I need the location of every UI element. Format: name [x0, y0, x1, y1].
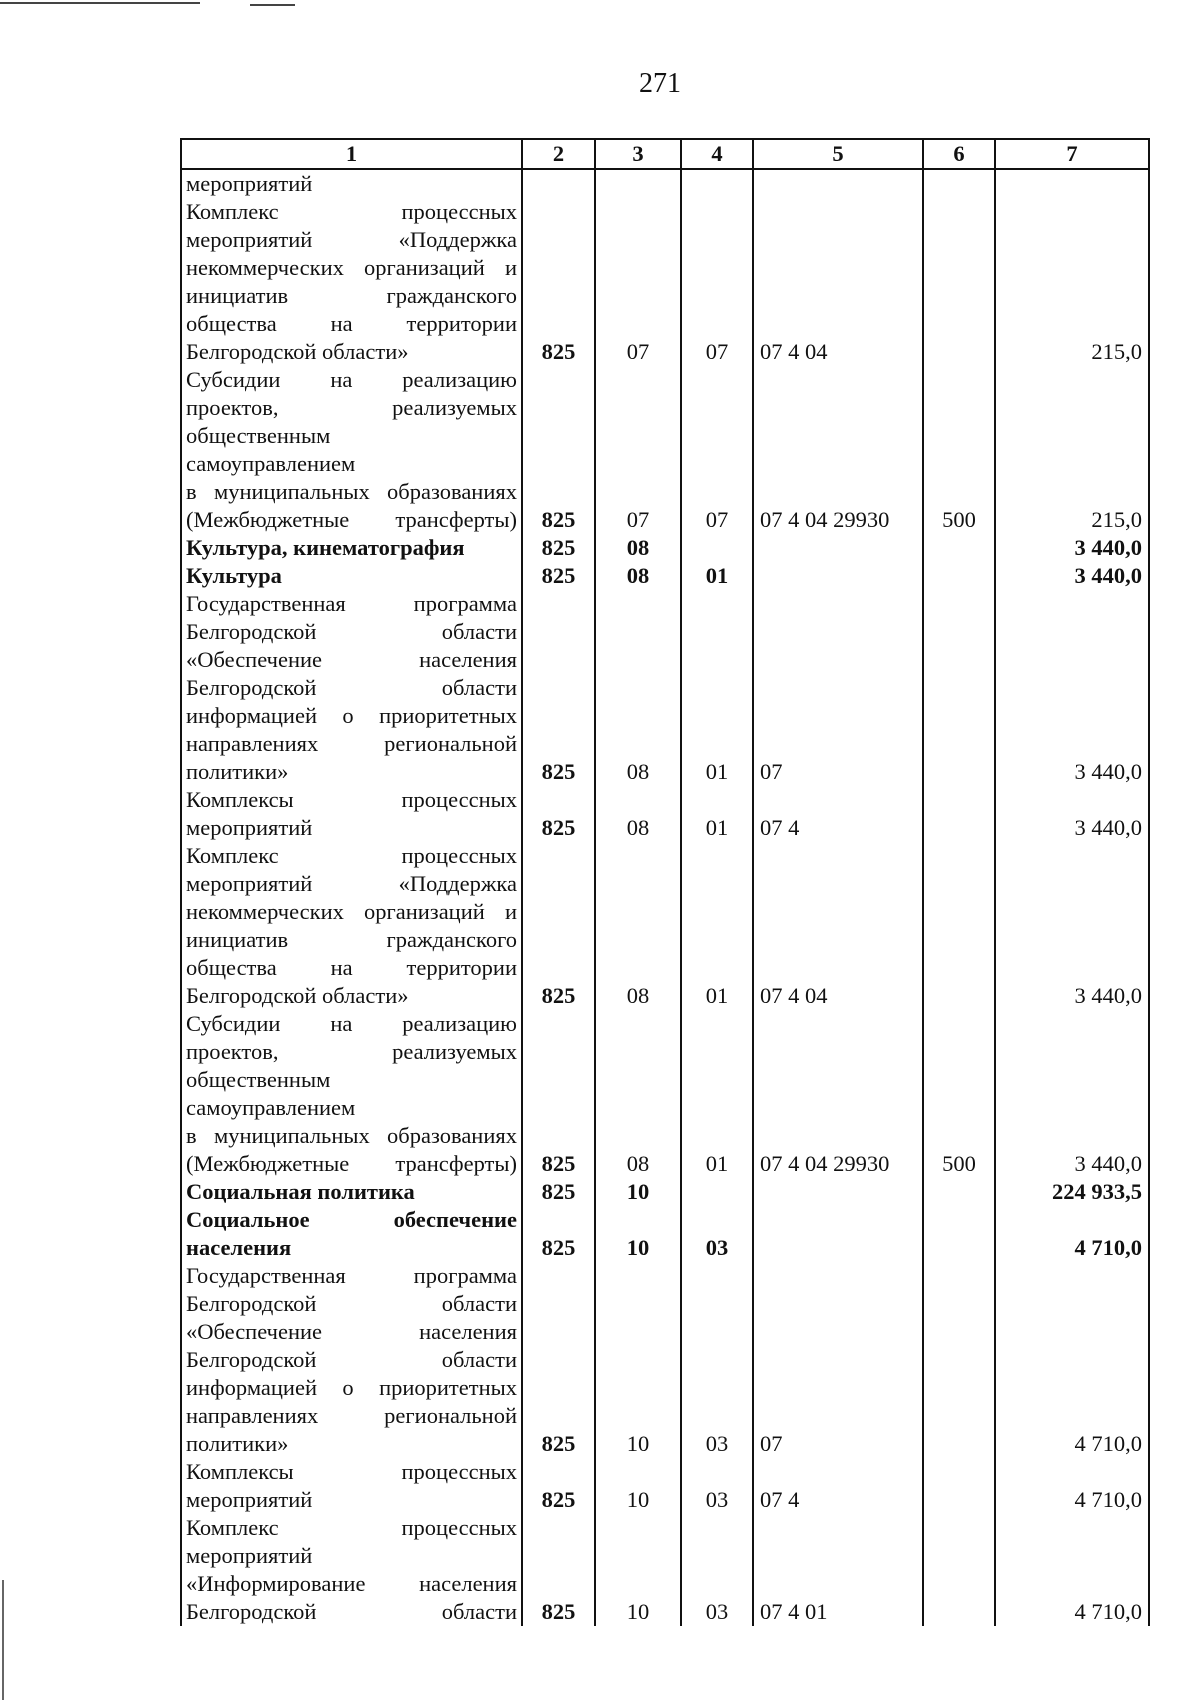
description-line: в муниципальных образованиях	[186, 479, 517, 504]
col-target-article: 07 4 04	[753, 198, 923, 366]
col-subsection-code: 03	[681, 1458, 753, 1514]
column-header: 2	[522, 139, 595, 169]
col-subsection-code: 03	[681, 1206, 753, 1262]
description-line: мероприятий	[186, 1543, 313, 1568]
col-section-code: 07	[595, 198, 681, 366]
table-row	[181, 842, 1149, 1010]
col-subsection-code: 03	[681, 1514, 753, 1626]
description-line: Белгородской области	[186, 675, 517, 700]
col-subsection-code: 03	[681, 1262, 753, 1458]
col-section-code: 10	[595, 1178, 681, 1206]
table-row	[181, 169, 1149, 198]
col-target-article: 07	[753, 1262, 923, 1458]
row-description	[181, 1262, 522, 1458]
col-expense-type	[923, 1178, 995, 1206]
col-section-code: 08	[595, 842, 681, 1010]
description-line: информацией о приоритетных	[186, 1375, 517, 1400]
col-amount: 215,0	[995, 366, 1149, 534]
row-description	[181, 1178, 522, 1206]
description-line: Комплекс процессных	[186, 843, 517, 868]
row-description	[181, 562, 522, 590]
row-description	[181, 786, 522, 842]
col-expense-type	[923, 1262, 995, 1458]
col-amount: 3 440,0	[995, 562, 1149, 590]
col-section-code: 08	[595, 590, 681, 786]
col-target-article: 07 4 04	[753, 842, 923, 1010]
description-line: «Обеспечение населения	[186, 647, 517, 672]
col-ministry-code: 825	[522, 198, 595, 366]
description-line: общества на территории	[186, 955, 517, 980]
row-description	[181, 590, 522, 786]
column-header: 5	[753, 139, 923, 169]
description-line: Белгородской области»	[186, 339, 409, 364]
row-description	[181, 366, 522, 534]
col-section-code: 08	[595, 786, 681, 842]
description-line: Белгородской области	[186, 1291, 517, 1316]
col-ministry-code: 825	[522, 1206, 595, 1262]
col-expense-type	[923, 842, 995, 1010]
description-line: мероприятий	[186, 171, 313, 196]
description-line: «Обеспечение населения	[186, 1319, 517, 1344]
col-ministry-code: 825	[522, 562, 595, 590]
col-section-code: 10	[595, 1514, 681, 1626]
col-expense-type	[923, 1514, 995, 1626]
description-line: политики»	[186, 759, 289, 784]
row-description	[181, 198, 522, 366]
col-section-code: 07	[595, 366, 681, 534]
col-expense-type	[923, 786, 995, 842]
col-target-article	[753, 169, 923, 198]
description-line: населения	[186, 1235, 292, 1260]
table-row	[181, 1514, 1149, 1626]
description-line: Субсидии на реализацию	[186, 1011, 517, 1036]
description-line: мероприятий	[186, 815, 313, 840]
column-header: 3	[595, 139, 681, 169]
table-row	[181, 1206, 1149, 1262]
col-section-code: 08	[595, 562, 681, 590]
col-section-code	[595, 169, 681, 198]
row-description	[181, 1514, 522, 1626]
description-line: Белгородской области	[186, 1599, 517, 1624]
column-header: 4	[681, 139, 753, 169]
col-amount: 4 710,0	[995, 1206, 1149, 1262]
col-amount: 4 710,0	[995, 1458, 1149, 1514]
col-ministry-code: 825	[522, 842, 595, 1010]
col-subsection-code	[681, 1178, 753, 1206]
table-row	[181, 590, 1149, 786]
description-line: информацией о приоритетных	[186, 703, 517, 728]
col-expense-type	[923, 1206, 995, 1262]
col-ministry-code: 825	[522, 1262, 595, 1458]
description-line: Государственная программа	[186, 1263, 517, 1288]
col-amount: 4 710,0	[995, 1262, 1149, 1458]
col-target-article	[753, 562, 923, 590]
description-line: инициатив гражданского	[186, 283, 517, 308]
scan-artifact-line	[250, 4, 295, 6]
description-line: (Межбюджетные трансферты)	[186, 1151, 517, 1176]
col-ministry-code: 825	[522, 1010, 595, 1178]
col-target-article: 07 4 01	[753, 1514, 923, 1626]
col-subsection-code	[681, 534, 753, 562]
row-description	[181, 1010, 522, 1178]
col-subsection-code: 07	[681, 366, 753, 534]
description-line: Белгородской области	[186, 619, 517, 644]
table-row	[181, 1458, 1149, 1514]
col-target-article	[753, 1178, 923, 1206]
scan-artifact-edge	[2, 1580, 4, 1700]
description-line: Культура, кинематография	[186, 535, 465, 560]
description-line: политики»	[186, 1431, 289, 1456]
budget-table	[180, 138, 1150, 1626]
col-amount: 3 440,0	[995, 842, 1149, 1010]
description-line: Социальная политика	[186, 1179, 415, 1204]
row-description	[181, 1458, 522, 1514]
col-expense-type: 500	[923, 366, 995, 534]
col-subsection-code: 07	[681, 198, 753, 366]
col-section-code: 10	[595, 1262, 681, 1458]
table-row	[181, 366, 1149, 534]
description-line: проектов, реализуемых	[186, 1039, 517, 1064]
description-line: направлениях региональной	[186, 731, 517, 756]
page-number: 271	[639, 68, 681, 99]
description-line: Культура	[186, 563, 282, 588]
col-amount: 3 440,0	[995, 1010, 1149, 1178]
table-row	[181, 1262, 1149, 1458]
col-section-code: 10	[595, 1458, 681, 1514]
col-expense-type	[923, 562, 995, 590]
col-expense-type	[923, 198, 995, 366]
description-line: некоммерческих организаций и	[186, 255, 517, 280]
description-line: направлениях региональной	[186, 1403, 517, 1428]
col-subsection-code: 01	[681, 590, 753, 786]
col-ministry-code: 825	[522, 1178, 595, 1206]
col-amount: 3 440,0	[995, 786, 1149, 842]
column-header: 1	[181, 139, 522, 169]
description-line: Социальное обеспечение	[186, 1207, 517, 1232]
description-line: мероприятий «Поддержка	[186, 871, 517, 896]
col-ministry-code: 825	[522, 786, 595, 842]
col-ministry-code: 825	[522, 1514, 595, 1626]
col-amount: 3 440,0	[995, 534, 1149, 562]
col-amount: 224 933,5	[995, 1178, 1149, 1206]
table-body	[181, 169, 1149, 1626]
col-subsection-code	[681, 169, 753, 198]
description-line: общественным	[186, 423, 331, 448]
col-section-code: 10	[595, 1206, 681, 1262]
table-header-row	[181, 139, 1149, 169]
col-section-code: 08	[595, 1010, 681, 1178]
col-ministry-code	[522, 169, 595, 198]
description-line: мероприятий «Поддержка	[186, 227, 517, 252]
description-line: «Информирование населения	[186, 1571, 517, 1596]
description-line: мероприятий	[186, 1487, 313, 1512]
col-subsection-code: 01	[681, 1010, 753, 1178]
description-line: самоуправлением	[186, 1095, 356, 1120]
table-row	[181, 786, 1149, 842]
row-description	[181, 1206, 522, 1262]
description-line: Комплексы процессных	[186, 787, 517, 812]
table-row	[181, 198, 1149, 366]
description-line: некоммерческих организаций и	[186, 899, 517, 924]
description-line: Белгородской области	[186, 1347, 517, 1372]
col-target-article: 07 4	[753, 786, 923, 842]
col-amount: 3 440,0	[995, 590, 1149, 786]
col-expense-type	[923, 534, 995, 562]
column-header: 6	[923, 139, 995, 169]
col-ministry-code: 825	[522, 534, 595, 562]
description-line: Государственная программа	[186, 591, 517, 616]
col-target-article: 07 4	[753, 1458, 923, 1514]
col-subsection-code: 01	[681, 562, 753, 590]
col-subsection-code: 01	[681, 786, 753, 842]
table-row	[181, 1010, 1149, 1178]
description-line: Комплексы процессных	[186, 1459, 517, 1484]
row-description	[181, 169, 522, 198]
description-line: Комплекс процессных	[186, 1515, 517, 1540]
col-expense-type: 500	[923, 1010, 995, 1178]
description-line: общественным	[186, 1067, 331, 1092]
col-target-article	[753, 1206, 923, 1262]
col-expense-type	[923, 1458, 995, 1514]
col-ministry-code: 825	[522, 366, 595, 534]
col-expense-type	[923, 590, 995, 786]
description-line: общества на территории	[186, 311, 517, 336]
column-header: 7	[995, 139, 1149, 169]
col-expense-type	[923, 169, 995, 198]
col-amount: 215,0	[995, 198, 1149, 366]
description-line: в муниципальных образованиях	[186, 1123, 517, 1148]
col-subsection-code: 01	[681, 842, 753, 1010]
table-row	[181, 562, 1149, 590]
description-line: самоуправлением	[186, 451, 356, 476]
table-row	[181, 534, 1149, 562]
description-line: инициатив гражданского	[186, 927, 517, 952]
row-description	[181, 842, 522, 1010]
col-section-code: 08	[595, 534, 681, 562]
scan-artifact-line	[0, 2, 200, 4]
col-target-article: 07 4 04 29930	[753, 1010, 923, 1178]
description-line: Комплекс процессных	[186, 199, 517, 224]
col-target-article: 07	[753, 590, 923, 786]
col-target-article	[753, 534, 923, 562]
col-target-article: 07 4 04 29930	[753, 366, 923, 534]
description-line: (Межбюджетные трансферты)	[186, 507, 517, 532]
col-amount	[995, 169, 1149, 198]
col-ministry-code: 825	[522, 590, 595, 786]
col-amount: 4 710,0	[995, 1514, 1149, 1626]
row-description	[181, 534, 522, 562]
description-line: Субсидии на реализацию	[186, 367, 517, 392]
description-line: проектов, реализуемых	[186, 395, 517, 420]
col-ministry-code: 825	[522, 1458, 595, 1514]
table-row	[181, 1178, 1149, 1206]
description-line: Белгородской области»	[186, 983, 409, 1008]
